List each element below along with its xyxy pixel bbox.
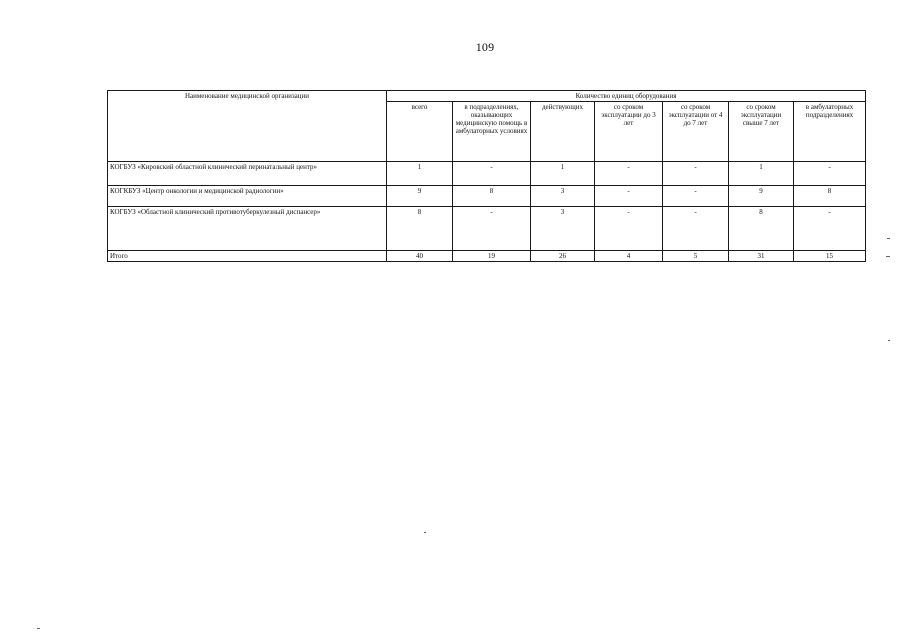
value-cell: 3 bbox=[531, 186, 595, 207]
scan-speck bbox=[37, 628, 40, 629]
subcolumn-header-up-to-3-years: со сроком эксплуатации до 3 лет bbox=[595, 102, 663, 162]
total-value-cell: 5 bbox=[663, 251, 729, 262]
total-value-cell: 26 bbox=[531, 251, 595, 262]
value-cell: 8 bbox=[453, 186, 531, 207]
subcolumn-header-outpatient-units: в подразделениях, оказывающих медицинскую помощь в амбулаторных условиях bbox=[453, 102, 531, 162]
table-row bbox=[108, 186, 866, 207]
total-value-cell: 40 bbox=[387, 251, 453, 262]
org-name-cell: КОГКБУЗ «Центр онкологии и медицинской радиологии» bbox=[108, 186, 387, 207]
value-cell: - bbox=[663, 186, 729, 207]
value-cell: 8 bbox=[387, 207, 453, 251]
scan-speck bbox=[886, 256, 890, 257]
value-cell: - bbox=[453, 162, 531, 186]
value-cell: - bbox=[453, 207, 531, 251]
value-cell: 1 bbox=[531, 162, 595, 186]
value-cell: 1 bbox=[729, 162, 794, 186]
value-cell: 9 bbox=[729, 186, 794, 207]
page-number: 109 bbox=[475, 40, 495, 54]
value-cell: - bbox=[595, 162, 663, 186]
scan-speck bbox=[888, 340, 890, 341]
scan-speck bbox=[424, 532, 426, 533]
subcolumn-header-active: действующих bbox=[531, 102, 595, 162]
value-cell: 1 bbox=[387, 162, 453, 186]
table-row bbox=[108, 207, 866, 251]
value-cell: - bbox=[794, 162, 866, 186]
value-cell: 3 bbox=[531, 207, 595, 251]
org-column-header: Наименование медицинской организации bbox=[108, 91, 387, 162]
value-cell: - bbox=[595, 207, 663, 251]
value-cell: - bbox=[663, 162, 729, 186]
subcolumn-header-over-7-years: со сроком эксплуатации свыше 7 лет bbox=[729, 102, 794, 162]
total-value-cell: 31 bbox=[729, 251, 794, 262]
org-name-cell: КОГБУЗ «Областной клинический противотуберкулезный диспансер» bbox=[108, 207, 387, 251]
value-cell: 8 bbox=[729, 207, 794, 251]
total-value-cell: 19 bbox=[453, 251, 531, 262]
subcolumn-header-outpatient-divisions: в амбулаторных подразделениях bbox=[794, 102, 866, 162]
total-value-cell: 4 bbox=[595, 251, 663, 262]
value-cell: - bbox=[595, 186, 663, 207]
scan-speck bbox=[887, 238, 890, 239]
total-value-cell: 15 bbox=[794, 251, 866, 262]
total-row bbox=[108, 251, 866, 262]
equipment-table bbox=[107, 90, 866, 262]
total-label-cell: Итого bbox=[108, 251, 387, 262]
table-row bbox=[108, 162, 866, 186]
value-cell: - bbox=[794, 207, 866, 251]
value-cell: 9 bbox=[387, 186, 453, 207]
subcolumn-header-4-to-7-years: со сроком эксплуатации от 4 до 7 лет bbox=[663, 102, 729, 162]
value-cell: 8 bbox=[794, 186, 866, 207]
equipment-group-header: Количество единиц оборудования bbox=[387, 91, 866, 102]
org-name-cell: КОГБУЗ «Кировский областной клинический перинатальный центр» bbox=[108, 162, 387, 186]
subcolumn-header-total: всего bbox=[387, 102, 453, 162]
value-cell: - bbox=[663, 207, 729, 251]
